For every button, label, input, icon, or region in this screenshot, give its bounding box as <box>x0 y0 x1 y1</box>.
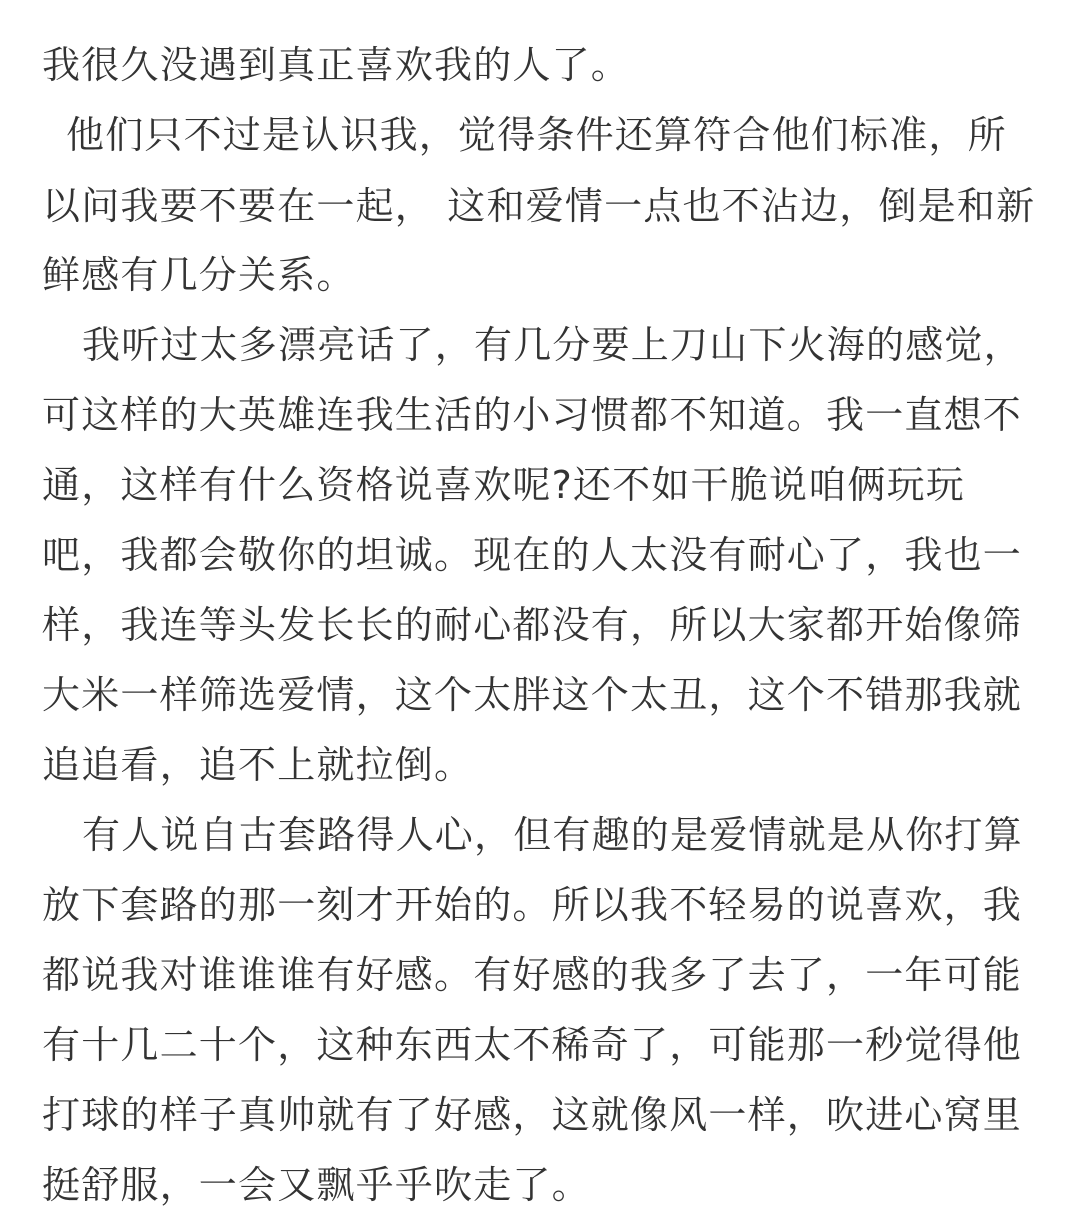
text-line: 放下套路的那一刻才开始的。所以我不轻易的说喜欢，我 <box>42 883 1023 927</box>
text-line: 有人说自古套路得人心，但有趣的是爱情就是从你打算 <box>82 813 1023 857</box>
text-line: 鲜感有几分关系。 <box>42 253 356 297</box>
text-line: 我听过太多漂亮话了，有几分要上刀山下火海的感觉， <box>82 323 1023 367</box>
text-line: 挺舒服，一会又飘乎乎吹走了。 <box>42 1163 591 1207</box>
text-line: 样，我连等头发长长的耐心都没有，所以大家都开始像筛 <box>42 603 1023 647</box>
text-line: 我很久没遇到真正喜欢我的人了。 <box>42 43 631 87</box>
text-line: 追追看，追不上就拉倒。 <box>42 743 474 787</box>
text-line: 通，这样有什么资格说喜欢呢?还不如干脆说咱俩玩玩 <box>42 463 965 507</box>
text-line: 都说我对谁谁谁有好感。有好感的我多了去了，一年可能 <box>42 953 1023 997</box>
text-line: 有十几二十个，这种东西太不稀奇了，可能那一秒觉得他 <box>42 1023 1023 1067</box>
text-line: 打球的样子真帅就有了好感，这就像风一样，吹进心窝里 <box>42 1093 1023 1137</box>
text-line: 可这样的大英雄连我生活的小习惯都不知道。我一直想不 <box>42 393 1023 437</box>
text-line: 他们只不过是认识我，觉得条件还算符合他们标准，所 <box>66 113 1007 157</box>
text-line: 吧，我都会敬你的坦诚。现在的人太没有耐心了，我也一 <box>42 533 1023 577</box>
text-line: 以问我要不要在一起， 这和爱情一点也不沾边，倒是和新 <box>42 184 1036 228</box>
text-line: 大米一样筛选爱情，这个太胖这个太丑，这个不错那我就 <box>42 673 1023 717</box>
